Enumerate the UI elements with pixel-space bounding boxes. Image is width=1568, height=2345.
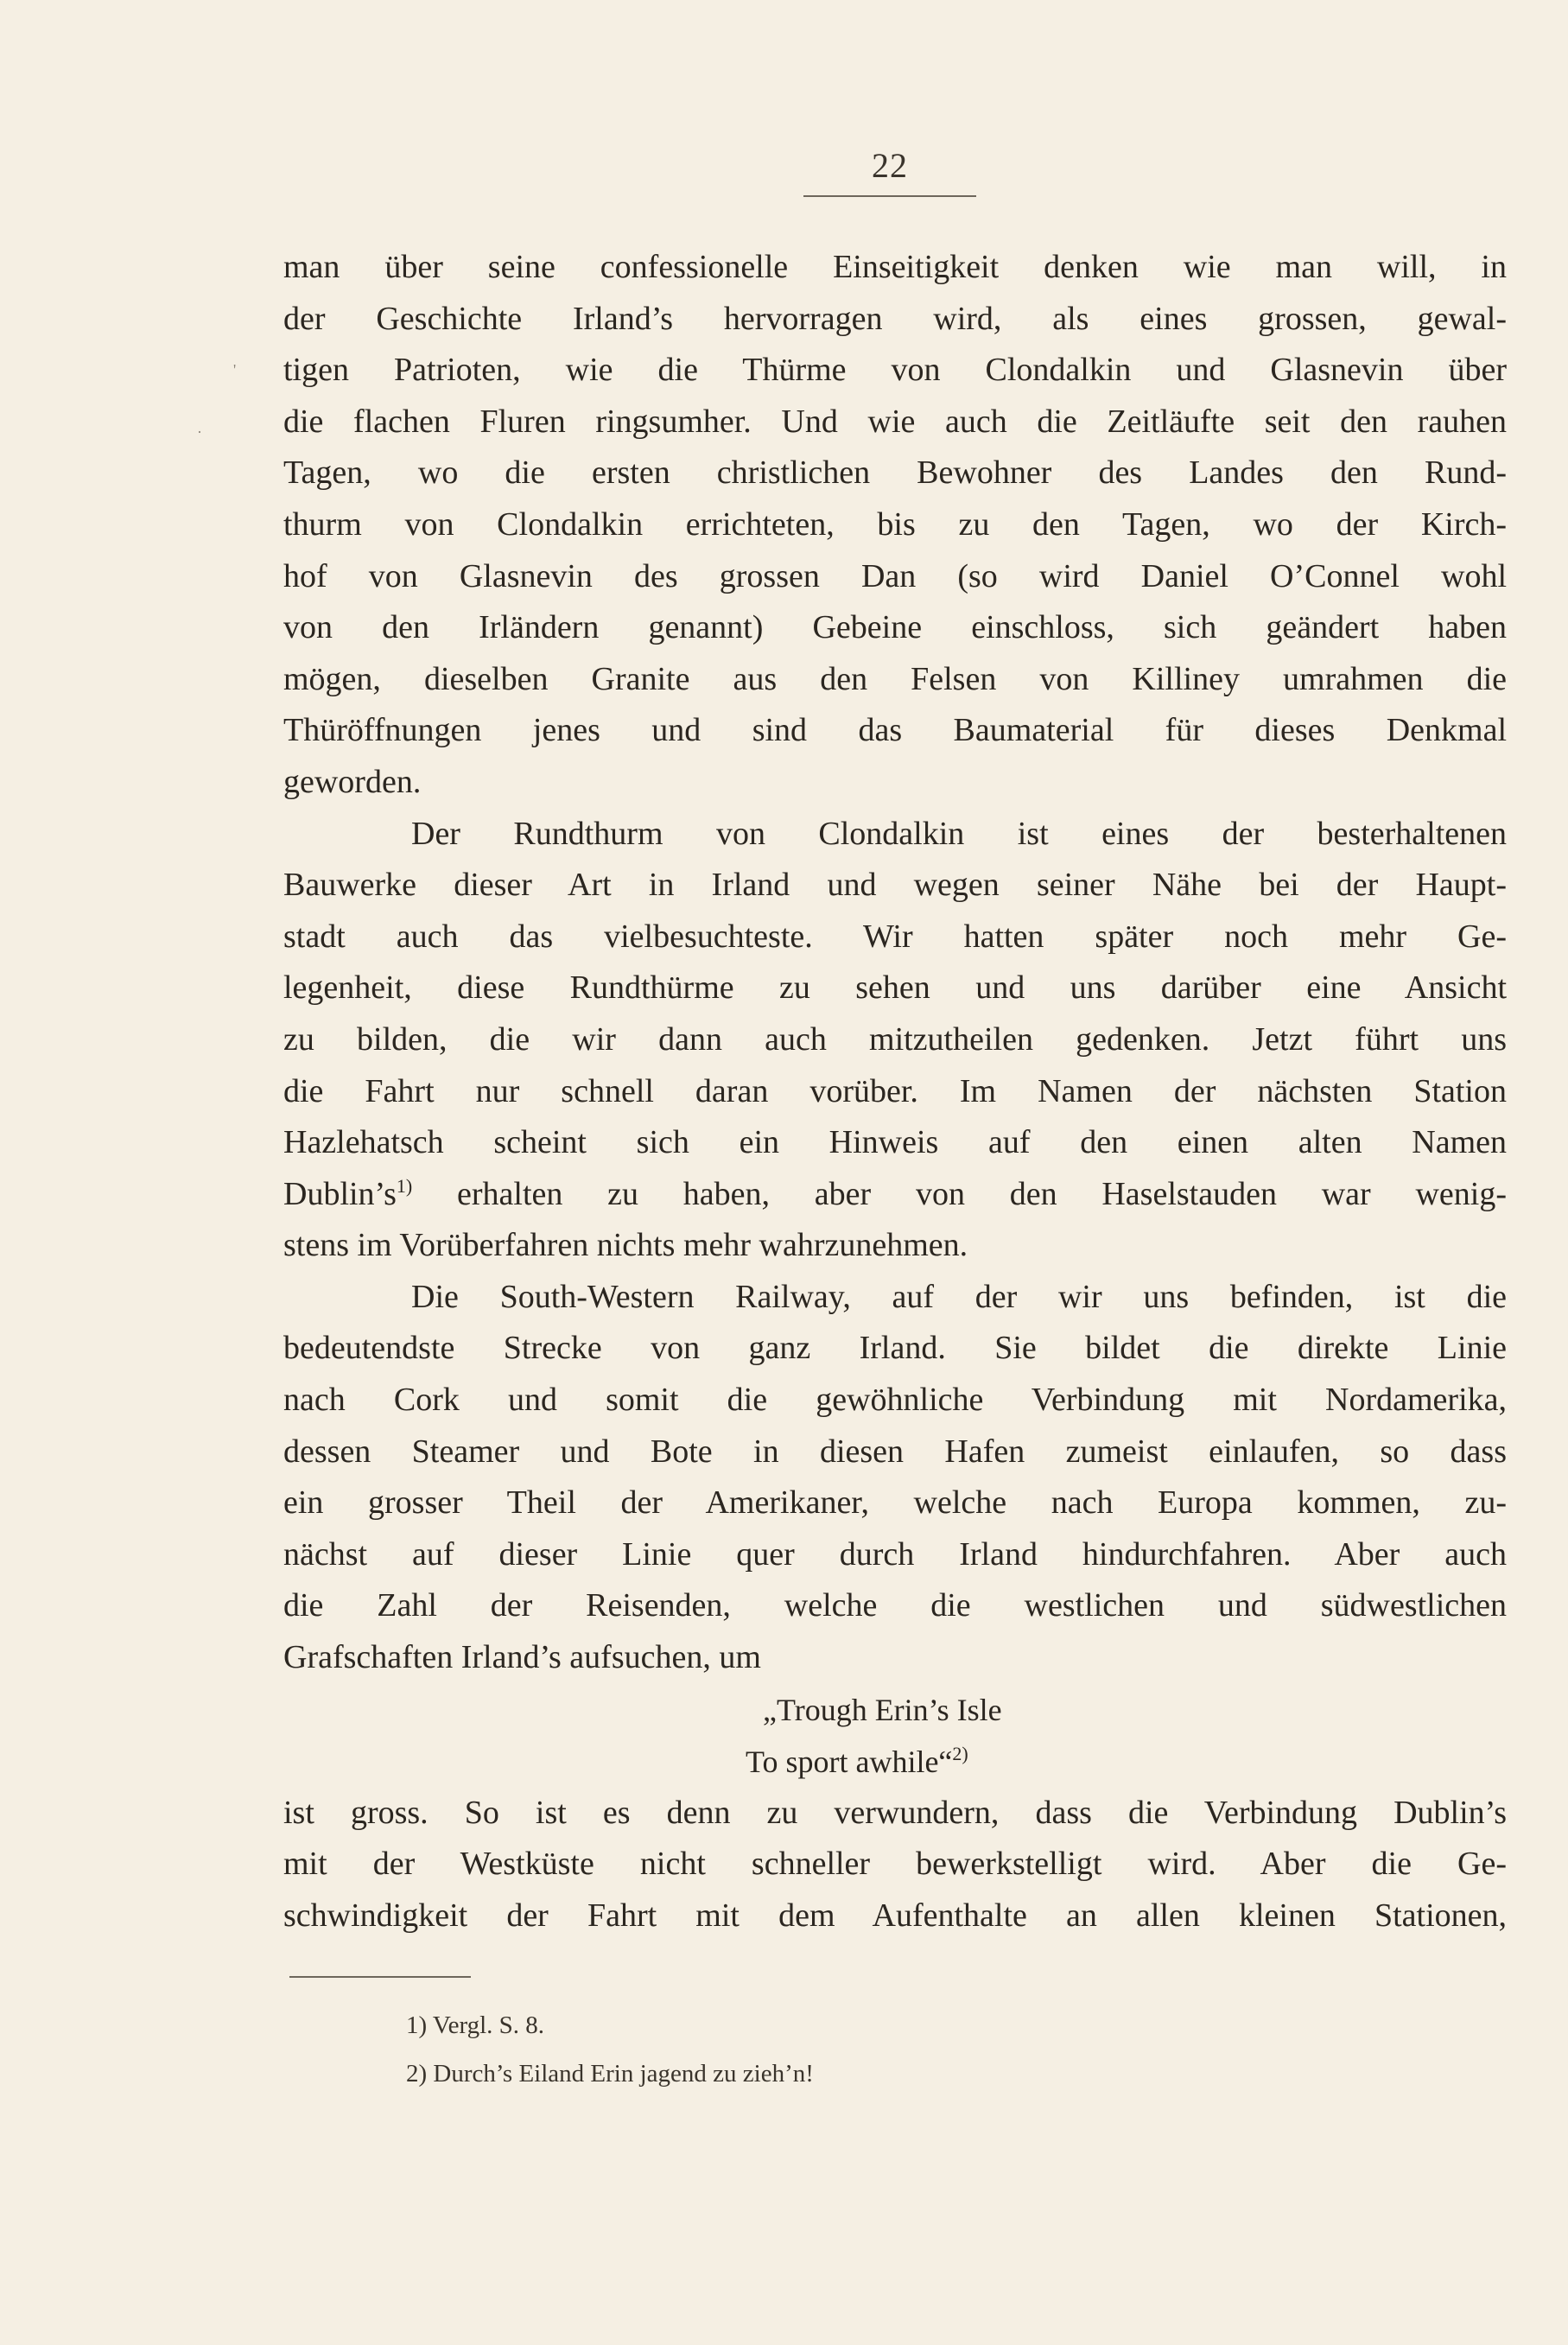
text-line: die Fahrt nur schnell daran vorüber. Im Namen der nächsten Station: [283, 1072, 1507, 1109]
text-line: thurm von Clondalkin errichteten, bis zu den Tagen, wo der Kirch-: [283, 505, 1507, 543]
text-line: Hazlehatsch scheint sich ein Hinweis auf den einen alten Namen: [283, 1124, 1507, 1161]
text-line: stens im Vorüberfahren nichts mehr wahrzunehmen.: [283, 1227, 968, 1264]
header-rule: [803, 195, 976, 197]
text-line: zu bilden, die wir dann auch mitzutheilen gedenken. Jetzt führt uns: [283, 1020, 1507, 1058]
text-line: bedeutendste Strecke von ganz Irland. Sie bildet die direkte Linie: [283, 1330, 1507, 1367]
margin-speck: ·: [197, 423, 202, 441]
body-text: [283, 242, 1507, 1941]
text-line: von den Irländern genannt) Gebeine einschloss, sich geändert haben: [283, 609, 1507, 646]
text-line: dessen Steamer und Bote in diesen Hafen zumeist einlaufen, so dass: [283, 1433, 1507, 1470]
footnote: 1) Vergl. S. 8.: [406, 2011, 545, 2039]
text-line: hof von Glasnevin des grossen Dan (so wird Daniel O’Connel wohl: [283, 557, 1507, 594]
text-line: geworden.: [283, 763, 422, 800]
text-line: nächst auf dieser Linie quer durch Irland hindurchfahren. Aber auch: [283, 1535, 1507, 1573]
text-fragment: erhalten zu haben, aber von den Haselstauden war wenig-: [412, 1175, 1507, 1212]
verse-line: [283, 1736, 1507, 1788]
footnote-marker: 1): [396, 1174, 413, 1197]
text-line: ein grosser Theil der Amerikaner, welche nach Europa kommen, zu-: [283, 1484, 1507, 1522]
text-line: man über seine confessionelle Einseitigkeit denken wie man will, in: [283, 249, 1507, 285]
verse-line: „Trough Erin’s Isle: [763, 1692, 1002, 1727]
text-line: schwindigkeit der Fahrt mit dem Aufenthalte an allen kleinen Stationen,: [283, 1897, 1507, 1934]
verse-text: To sport awhile“: [746, 1744, 953, 1779]
footnote-rule: [289, 1976, 471, 1978]
text-line: mit der Westküste nicht schneller bewerkstelligt wird. Aber die Ge-: [283, 1846, 1507, 1883]
text-line: die Zahl der Reisenden, welche die westlichen und südwestlichen: [283, 1587, 1507, 1624]
text-line: Grafschaften Irland’s aufsuchen, um: [283, 1639, 761, 1676]
text-line: Thüröffnungen jenes und sind das Baumaterial für dieses Denkmal: [283, 712, 1507, 749]
text-line: Tagen, wo die ersten christlichen Bewohner des Landes den Rund-: [283, 454, 1507, 492]
text-line: legenheit, diese Rundthürme zu sehen und uns darüber eine Ansicht: [283, 969, 1507, 1007]
footnote: 2) Durch’s Eiland Erin jagend zu zieh’n!: [406, 2060, 814, 2088]
text-line: der Geschichte Irland’s hervorragen wird, als eines grossen, gewal-: [283, 300, 1507, 337]
text-line-with-footnote: [283, 1169, 1507, 1221]
text-line: mögen, dieselben Granite aus den Felsen von Killiney umrahmen die: [283, 660, 1507, 697]
text-line: Bauwerke dieser Art in Irland und wegen seiner Nähe bei der Haupt-: [283, 867, 1507, 904]
footnote-marker: 2): [952, 1742, 968, 1764]
paragraph-start-line: Der Rundthurm von Clondalkin ist eines der besterhaltenen: [411, 815, 1507, 852]
text-line: stadt auch das vielbesuchteste. Wir hatten später noch mehr Ge-: [283, 918, 1507, 955]
text-line: tigen Patrioten, wie die Thürme von Clondalkin und Glasnevin über: [283, 352, 1507, 389]
text-line: ist gross. So ist es denn zu verwundern, dass die Verbindung Dublin’s: [283, 1794, 1507, 1831]
page-number: 22: [872, 146, 908, 185]
footnotes: [406, 2001, 1443, 2098]
text-fragment: Dublin’s: [283, 1175, 397, 1212]
margin-speck: ': [233, 361, 237, 378]
text-line: die flachen Fluren ringsumher. Und wie auch die Zeitläufte seit den rauhen: [283, 403, 1507, 440]
text-line: nach Cork und somit die gewöhnliche Verbindung mit Nordamerika,: [283, 1382, 1507, 1419]
paragraph-start-line: Die South-Western Railway, auf der wir uns befinden, ist die: [411, 1278, 1507, 1315]
